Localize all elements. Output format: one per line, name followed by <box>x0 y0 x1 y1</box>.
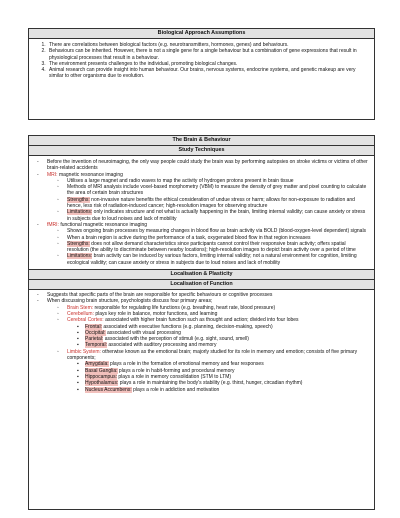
lobe-item: ▪ Occipital: associated with visual processing <box>77 330 368 336</box>
fmri-item: - fMRI: functional magnetic resonance imaging ◦ Shows ongoing brain processes by measuring changes in blood flow as brain activity via BOLD (blood-oxygen-level dependent) signals ◦ When a brain region is active during the performance of a task, oxygenated blood flow in that region increases ◦ Strengths: does not allow demand characteristics since participants cannot control their responsive brain activity; offers spatial resolution (the ability to discriminate between nearby locations); high-resolution images to depict brain activity over a period of time ◦ Limitations: brain activity can be induced by various factors, limiting internal validity; not a natural environment for cognition, limiting ecological validity; can cause anxiety or stress in subjects due to loud noises and lack of mobility <box>35 222 368 266</box>
limbic-part-item: ▪ Basal Ganglia: plays a role in habit-forming and procedural memory <box>77 368 368 374</box>
limbic-part-item: ▪ Nucleus Accumbens: plays a role in addiction and motivation <box>77 387 368 393</box>
mri-label: MRI: <box>47 171 58 178</box>
mri-strengths: ◦ Strengths: non-invasive nature benefits the ethical consideration of undue stress or harm; allows for non-exposure to radiation and hence, less risk of radiation-induced cancer; high-resolution images for observing structure <box>57 197 368 210</box>
lobe-item: ▪ Frontal: associated with executive functions (e.g. planning, decision-making, speech) <box>77 324 368 330</box>
fmri-limitations: ◦ Limitations: brain activity can be induced by various factors, limiting internal validity; not a natural environment for cognition, limiting ecological validity; can cause anxiety or stress in subjects due to loud noises and lack of mobility <box>57 253 368 266</box>
limbic-part-item: ▪ Hypothalamus: plays a role in maintaining the body's stability (e.g. thirst, hunger, circadian rhythm) <box>77 380 368 386</box>
fmri-strengths: ◦ Strengths: does not allow demand characteristics since participants cannot control their responsive brain activity; offers spatial resolution (the ability to discriminate between nearby locations); high-resolution images to depict brain activity over a period of time <box>57 241 368 254</box>
brain-stem-item: ◦ Brain Stem: responsible for regulating life functions (e.g. breathing, heart rate, blood pressure) <box>57 305 368 311</box>
mri-limitations: ◦ Limitations: only indicates structure and not what is actually happening in the brain, limiting internal validity; can cause anxiety or stress in subjects due to loud noises and lack of mobility <box>57 209 368 222</box>
lobe-item: ▪ Temporal: associated with auditory processing and memory <box>77 342 368 348</box>
list-item: ◦ Shows ongoing brain processes by measuring changes in blood flow as brain activity via BOLD (blood-oxygen-level dependent) signals <box>57 228 368 234</box>
brain-areas-item: - When discussing brain structure, psychologists discuss four primary areas; ◦ Brain Stem: responsible for regulating life functions (e.g. breathing, heart rate, blood pressure) ◦ Cerebellum: plays key role in balance, motor functions, and learning ◦ Cerebral Cortex: associated with higher brain function such as thought and action; divided into four lobes ▪ Frontal: associated with executive functions (e.g. planning, decision-making, speech) ▪ Occipital: associated with visual processing ▪ Parietal: associated with the perception of stimuli (e.g. sight, sound, smell) ▪ Temporal: associated with auditory processing and memory ◦ Limbic System: otherwise known as the emotional brain; majorly studied for its role in memory and emotion; consists of five primary components; ▪ Amygdala: plays a role in the formation of emotional memory and fear responses ▪ Basal Ganglia: plays a role in habit-forming and procedural memory ▪ Hippocampus: plays a role in memory consolidation (STM to LTM) ▪ Hypothalamus: plays a role in maintaining the body's stability (e.g. thirst, hunger, circadian rhythm) ▪ Nucleus Accumbens: plays a role in addiction and motivation <box>35 298 368 392</box>
list-item: ◦ When a brain region is active during the performance of a task, oxygenated blood flow in that region increases <box>57 235 368 241</box>
list-item: ◦ Methods of MRI analysis include voxel-based morphometry (VBM) to measure the density of grey matter and pixel counting to calculate the area of certain brain structures <box>57 184 368 197</box>
list-item: 2. Behaviours can be inherited. However, there is not a single gene for a single behaviour but a combination of gene expressions that result in physiological processes that result in a behaviour. <box>47 48 368 61</box>
list-item: 3. The environment presents challenges to the individual, promoting biological changes. <box>47 61 368 67</box>
fmri-label: fMRI: <box>47 221 59 228</box>
limbic-system-item: ◦ Limbic System: otherwise known as the emotional brain; majorly studied for its role in memory and emotion; consists of five primary components; ▪ Amygdala: plays a role in the formation of emotional memory and fear responses ▪ Basal Ganglia: plays a role in habit-forming and procedural memory ▪ Hippocampus: plays a role in memory consolidation (STM to LTM) ▪ Hypothalamus: plays a role in maintaining the body's stability (e.g. thirst, hunger, circadian rhythm) ▪ Nucleus Accumbens: plays a role in addiction and motivation <box>57 349 368 393</box>
limbic-part-item: ▪ Hippocampus: plays a role in memory consolidation (STM to LTM) <box>77 374 368 380</box>
localisation-function-heading: Localisation of Function <box>29 280 374 290</box>
lobe-item: ▪ Parietal: associated with the perception of stimuli (e.g. sight, sound, smell) <box>77 336 368 342</box>
mri-item: - MRI: magnetic resonance imaging ◦ Utilises a large magnet and radio waves to map the activity of hydrogen protons present in brain tissue ◦ Methods of MRI analysis include voxel-based morphometry (VBM) to measure the density of grey matter and pixel counting to calculate the area of certain brain structures ◦ Strengths: non-invasive nature benefits the ethical consideration of undue stress or harm; allows for non-exposure to radiation and hence, less risk of radiation-induced cancer; high-resolution images for observing structure ◦ Limitations: only indicates structure and not what is actually happening in the brain, limiting internal validity; can cause anxiety or stress in subjects due to loud noises and lack of mobility <box>35 172 368 222</box>
list-item: 4. Animal research can provide insight into human behaviour. Our brains, nervous systems, endocrine systems, and genetic makeup are very similar to other organisms due to evolution. <box>47 67 368 80</box>
biological-assumptions-box <box>28 28 375 120</box>
limbic-part-item: ▪ Amygdala: plays a role in the formation of emotional memory and fear responses <box>77 361 368 367</box>
list-item: 1. There are correlations between biological factors (e.g. neurotransmitters, hormones, genes) and behaviours. <box>47 42 368 48</box>
intro-text: - Before the invention of neuroimaging, the only way people could study the brain was by performing autopsies on stroke victims or victims of other brain-related accidents <box>35 159 368 172</box>
biological-assumptions-title: Biological Approach Assumptions <box>29 29 374 39</box>
study-techniques-heading: Study Techniques <box>29 146 374 156</box>
assumptions-list <box>35 42 368 80</box>
cerebellum-item: ◦ Cerebellum: plays key role in balance, motor functions, and learning <box>57 311 368 317</box>
suggests-text: - Suggests that specific parts of the brain are responsible for specific behaviours or cognitive processes <box>35 292 368 298</box>
list-item: ◦ Utilises a large magnet and radio waves to map the activity of hydrogen protons present in brain tissue <box>57 178 368 184</box>
brain-behaviour-title: The Brain & Behaviour <box>29 136 374 146</box>
brain-behaviour-box <box>28 135 375 510</box>
cerebral-cortex-item: ◦ Cerebral Cortex: associated with higher brain function such as thought and action; divided into four lobes ▪ Frontal: associated with executive functions (e.g. planning, decision-making, speech) ▪ Occipital: associated with visual processing ▪ Parietal: associated with the perception of stimuli (e.g. sight, sound, smell) ▪ Temporal: associated with auditory processing and memory <box>57 317 368 348</box>
localisation-plasticity-heading: Localisation & Plasticity <box>29 269 374 280</box>
